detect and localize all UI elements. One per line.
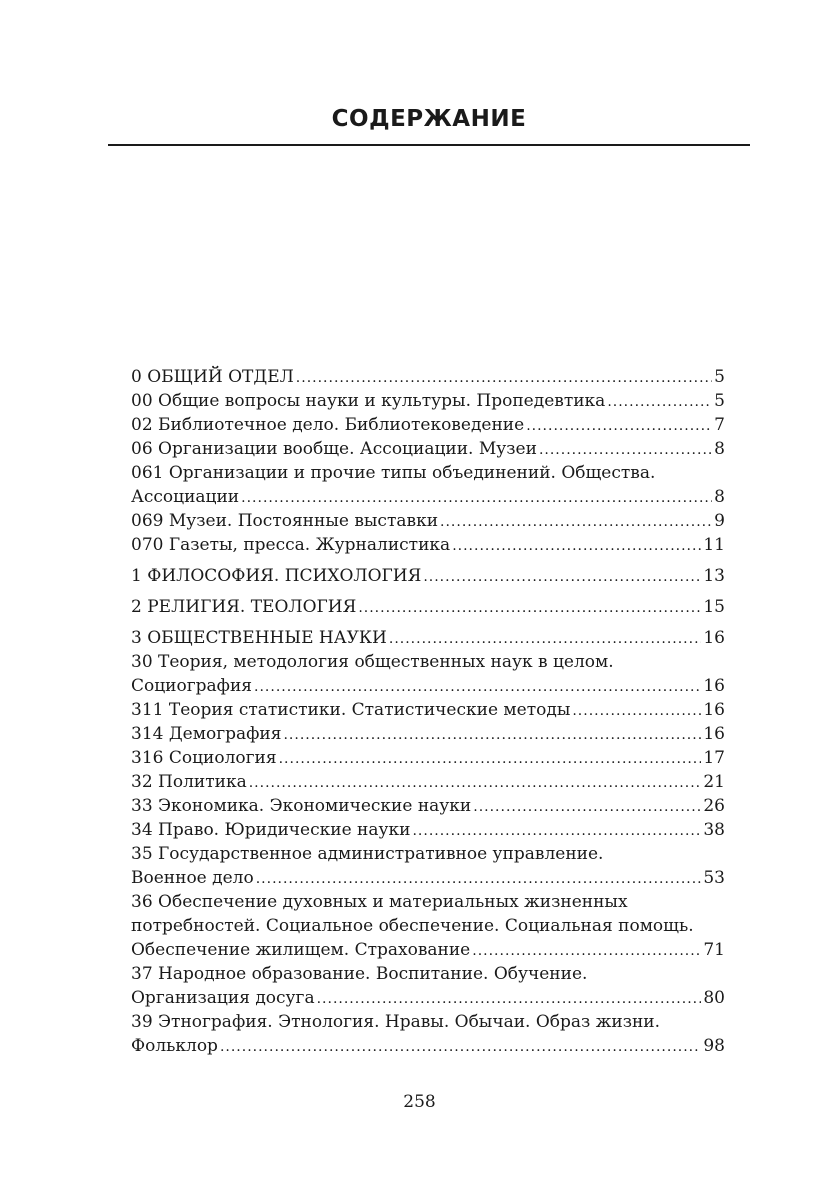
toc-entry[interactable] (131, 962, 725, 1010)
dot-leader (254, 675, 701, 699)
toc-entry-line (131, 413, 725, 437)
toc-entry-page: 26 (703, 796, 725, 816)
toc-entry-title: 34 Право. Юридические науки (131, 820, 411, 840)
toc-entry-line (131, 818, 725, 842)
toc-entry-line (131, 794, 725, 818)
dot-leader (241, 486, 712, 510)
toc-entry-title: 1 ФИЛОСОФИЯ. ПСИХОЛОГИЯ (131, 566, 422, 586)
dot-leader (249, 771, 702, 795)
toc-entry-line (131, 533, 725, 557)
toc-entry-page: 9 (714, 511, 725, 531)
toc-entry-title: 311 Теория статистики. Статистические методы (131, 700, 571, 720)
toc-entry[interactable] (131, 461, 725, 509)
dot-leader (423, 565, 701, 589)
toc-entry-line (131, 1034, 725, 1058)
toc-entry-title: 069 Музеи. Постоянные выставки (131, 511, 439, 531)
toc-entry-title: Организация досуга (131, 988, 315, 1008)
dot-leader (389, 627, 701, 651)
toc-entry[interactable] (131, 794, 725, 818)
heading-rule (108, 144, 750, 146)
toc-entry-line (131, 389, 725, 413)
dot-leader (472, 939, 701, 963)
dot-leader (412, 819, 701, 843)
toc-entry-page: 16 (703, 700, 725, 720)
toc-entry-line (131, 746, 725, 770)
toc-entry[interactable] (131, 533, 725, 557)
contents-heading: СОДЕРЖАНИЕ (331, 106, 527, 132)
toc-entry-line (131, 365, 725, 389)
toc-entry-page: 16 (703, 628, 725, 648)
toc-entry[interactable] (131, 365, 725, 389)
toc-entry-line (131, 485, 725, 509)
toc-entry-page: 15 (703, 597, 725, 617)
toc-entry-line (131, 564, 725, 588)
toc-entry-title: 33 Экономика. Экономические науки (131, 796, 472, 816)
toc-entry-title-line: 30 Теория, методология общественных наук в целом. (131, 652, 614, 672)
dot-leader (526, 414, 712, 438)
dot-leader (358, 596, 701, 620)
toc-entry-title-line: потребностей. Социальное обеспечение. Социальная помощь. (131, 916, 694, 936)
toc-entry-line (131, 674, 725, 698)
toc-entry[interactable] (131, 770, 725, 794)
dot-leader (473, 795, 701, 819)
toc-entry-title: 32 Политика (131, 772, 247, 792)
toc-entry-title: 314 Демография (131, 724, 282, 744)
toc-entry-title: 0 ОБЩИЙ ОТДЕЛ (131, 367, 294, 387)
toc-entry[interactable] (131, 818, 725, 842)
dot-leader (572, 699, 701, 723)
page-number: 258 (403, 1092, 436, 1112)
toc-entry[interactable] (131, 698, 725, 722)
toc-entry-line (131, 770, 725, 794)
toc-entry-page: 53 (703, 868, 725, 888)
toc-entry[interactable] (131, 1010, 725, 1058)
toc-entry-page: 5 (714, 367, 725, 387)
toc-entry[interactable] (131, 626, 725, 650)
toc-entry-line (131, 595, 725, 619)
dot-leader (256, 867, 702, 891)
toc-entry-title: Социография (131, 676, 253, 696)
dot-leader (220, 1035, 701, 1059)
dot-leader (607, 390, 712, 414)
toc-entry-page: 71 (703, 940, 725, 960)
toc-entry-line (131, 437, 725, 461)
table-of-contents (131, 365, 725, 1058)
toc-entry-line (131, 626, 725, 650)
toc-entry-line (131, 698, 725, 722)
toc-entry[interactable] (131, 890, 725, 962)
toc-entry-page: 16 (703, 676, 725, 696)
toc-entry[interactable] (131, 595, 725, 619)
toc-entry-line (131, 938, 725, 962)
toc-entry-page: 16 (703, 724, 725, 744)
toc-entry[interactable] (131, 842, 725, 890)
toc-entry-title: Обеспечение жилищем. Страхование (131, 940, 471, 960)
toc-entry[interactable] (131, 722, 725, 746)
toc-entry-page: 11 (703, 535, 725, 555)
dot-leader (440, 510, 712, 534)
dot-leader (283, 723, 701, 747)
toc-entry-page: 80 (703, 988, 725, 1008)
toc-entry-title-line: 39 Этнография. Этнология. Нравы. Обычаи. Образ жизни. (131, 1012, 661, 1032)
toc-entry-page: 7 (714, 415, 725, 435)
toc-entry-line (131, 722, 725, 746)
dot-leader (317, 987, 702, 1011)
toc-entry-title: Ассоциации (131, 487, 240, 507)
toc-entry-page: 38 (703, 820, 725, 840)
toc-entry-title: 316 Социология (131, 748, 277, 768)
toc-entry-page: 8 (714, 487, 725, 507)
toc-entry-title: 00 Общие вопросы науки и культуры. Пропедевтика (131, 391, 606, 411)
toc-entry[interactable] (131, 509, 725, 533)
toc-entry-page: 21 (703, 772, 725, 792)
dot-leader (296, 366, 712, 390)
toc-entry-page: 13 (703, 566, 725, 586)
toc-entry-title-line: 37 Народное образование. Воспитание. Обучение. (131, 964, 588, 984)
toc-entry-title: Фольклор (131, 1036, 218, 1056)
toc-entry-title-line: 35 Государственное административное управление. (131, 844, 604, 864)
toc-entry-title: 2 РЕЛИГИЯ. ТЕОЛОГИЯ (131, 597, 357, 617)
dot-leader (279, 747, 702, 771)
toc-entry-line (131, 986, 725, 1010)
toc-entry-title: 06 Организации вообще. Ассоциации. Музеи (131, 439, 537, 459)
toc-entry-title: 02 Библиотечное дело. Библиотековедение (131, 415, 525, 435)
dot-leader (539, 438, 712, 462)
dot-leader (452, 534, 701, 558)
toc-entry-line (131, 866, 725, 890)
toc-entry-title-line: 36 Обеспечение духовных и материальных жизненных (131, 892, 628, 912)
toc-entry[interactable] (131, 389, 725, 413)
toc-entry-page: 98 (703, 1036, 725, 1056)
toc-entry[interactable] (131, 413, 725, 437)
toc-entry-page: 8 (714, 439, 725, 459)
toc-entry[interactable] (131, 564, 725, 588)
toc-entry-page: 5 (714, 391, 725, 411)
toc-entry-page: 17 (703, 748, 725, 768)
toc-entry-line (131, 509, 725, 533)
toc-entry-title: Военное дело (131, 868, 254, 888)
toc-entry-title-line: 061 Организации и прочие типы объединений. Общества. (131, 463, 656, 483)
toc-entry[interactable] (131, 437, 725, 461)
toc-entry[interactable] (131, 746, 725, 770)
toc-entry-title: 070 Газеты, пресса. Журналистика (131, 535, 451, 555)
toc-entry[interactable] (131, 650, 725, 698)
toc-entry-title: 3 ОБЩЕСТВЕННЫЕ НАУКИ (131, 628, 387, 648)
